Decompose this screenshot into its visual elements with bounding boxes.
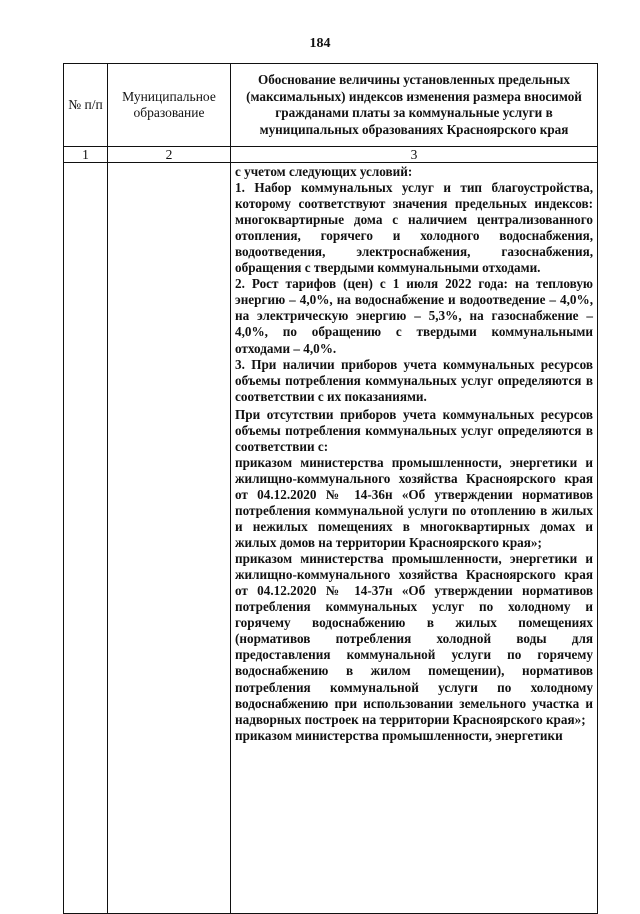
row-number-cell (64, 163, 108, 914)
header-municipality: Муниципальное образование (108, 64, 231, 147)
table-row (64, 163, 598, 914)
paragraph: 1. Набор коммунальных услуг и тип благоустройства, которому соответствуют значения предельных индексов: многоквартирные дома с наличием централизованного отопления, горячего и холодного водоснабжения, водоотведения, электроснабжения, газоснабжения, обращения с твердыми коммунальными отходами. (235, 180, 593, 276)
paragraph: 3. При наличии приборов учета коммунальных ресурсов объемы потребления коммунальных услуг определяются в соответствии с их показаниями. (235, 356, 593, 404)
column-number: 3 (231, 147, 598, 163)
justification-cell (231, 163, 598, 914)
justification-table (63, 63, 598, 914)
header-justification: Обоснование величины установленных предельных (максимальных) индексов изменения размера вносимой гражданами платы за коммунальные услуги в муниципальных образованиях Красноярского края (231, 64, 598, 147)
paragraph: 2. Рост тарифов (цен) с 1 июля 2022 года: на тепловую энергию – 4,0%, на водоснабжение и водоотведение – 4,0%, на электрическую энергию – 5,3%, на газоснабжение – 4,0%, по обращению с твердыми коммунальными отходами – 4,0%. (235, 276, 593, 356)
paragraph: с учетом следующих условий: (235, 164, 413, 179)
paragraph: приказом министерства промышленности, энергетики (235, 727, 563, 743)
paragraph: приказом министерства промышленности, энергетики и жилищно-коммунального хозяйства Красноярского края от 04.12.2020 № 14-37н «Об утверждении нормативов потребления коммунальных услуг по холодному и горячему водоснабжению в жилых помещениях (нормативов потребления холодной воды для предоставления коммунальной услуги по горячему водоснабжению в жилом помещении), нормативов потребления коммунальной услуги по холодному водоснабжению при использовании земельного участка и надворных построек на территории Красноярского края»; (235, 551, 593, 727)
column-number-row (64, 147, 598, 163)
paragraph: приказом министерства промышленности, энергетики и жилищно-коммунального хозяйства Красноярского края от 04.12.2020 № 14-36н «Об утверждении нормативов потребления коммунальной услуги по отоплению в жилых и нежилых помещениях в многоквартирных домах и жилых домов на территории Красноярского края»; (235, 454, 593, 551)
paragraph: При отсутствии приборов учета коммунальных ресурсов объемы потребления коммунальных услуг определяются в соответствии с: (235, 406, 593, 454)
municipality-cell (108, 163, 231, 914)
table-header-row (64, 64, 598, 147)
column-number: 1 (64, 147, 108, 163)
header-number: № п/п (64, 64, 108, 147)
page-number: 184 (309, 36, 331, 51)
column-number: 2 (108, 147, 231, 163)
